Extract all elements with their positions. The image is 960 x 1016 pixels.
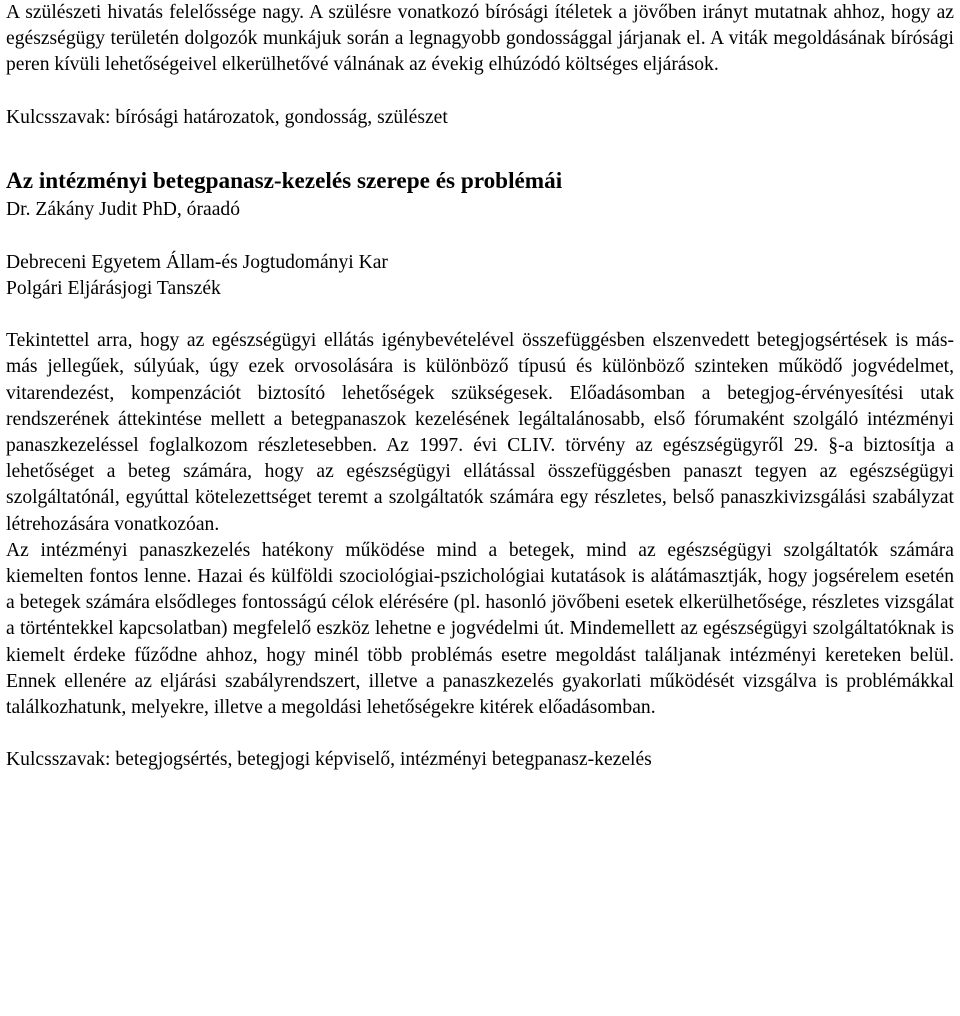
previous-keywords: Kulcsszavak: bírósági határozatok, gondosság, szülészet — [6, 106, 448, 128]
spacer — [6, 302, 954, 328]
previous-abstract-text: A szülészeti hivatás felelőssége nagy. A szülésre vonatkozó bírósági ítéletek a jövőben irányt mutatnak ahhoz, hogy az egészségügy területén dolgozók munkájuk során a legnagyobb gondossággal járjanak el. A viták megoldásának bírósági peren kívüli lehetőségeivel elkerülhetővé válnának az évekig elhúzódó költséges eljárások. — [6, 2, 954, 76]
article-keywords: Kulcsszavak: betegjogsértés, betegjogi képviselő, intézményi betegpanasz-kezelés — [6, 749, 652, 771]
abstract-paragraph-1: Tekintettel arra, hogy az egészségügyi ellátás igénybevételével összefüggésben elszenvedett betegjogsértések is más-más jellegűek, súlyúak, úgy ezek orvosolására is különböző típusú és különböző szinteken működő jogvédelmet, vitarendezést, kompenzációt biztosító lehetőségek szükségesek. Előadásomban a betegjog-érvényesítési utak rendszerének áttekintése mellett a betegpanaszok kezelésének legáltalánosabb, első fórumaként szolgáló intézményi panaszkezeléssel foglalkozom részletesebben. Az 1997. évi CLIV. törvény az egészségügyről 29. §-a biztosítja a lehetőséget a beteg számára, hogy az egészségügyi ellátással összefüggésben panaszt tegyen az egészségügyi szolgáltatónál, egyúttal kötelezettséget teremt a szolgáltatók számára egy részletes, belső panaszkivizsgálási szabályzat létrehozására vonatkozóan. — [6, 330, 954, 535]
spacer — [6, 721, 954, 747]
document-page — [6, 0, 954, 774]
article-author: Dr. Zákány Judit PhD, óraadó — [6, 199, 240, 221]
spacer — [6, 79, 954, 105]
author-institution: Debreceni Egyetem Állam-és Jogtudományi Kar — [6, 251, 388, 273]
spacer — [6, 131, 954, 157]
article-title: Az intézményi betegpanasz-kezelés szerepe és problémái — [6, 168, 563, 195]
spacer — [6, 223, 954, 249]
abstract-paragraph-2: Az intézményi panaszkezelés hatékony működése mind a betegek, mind az egészségügyi szolgáltatók számára kiemelten fontos lenne. Hazai és külföldi szociológiai-pszichológiai kutatások is alátámasztják, hogy jogsérelem esetén a betegek számára elsődleges fontosságú célok elérésére (pl. hasonló jövőbeni esetek elkerülhetősége, részletes vizsgálat a történtekkel kapcsolatban) megfelelő eszköz lehetne e jogvédelmi út. Mindemellett az egészségügyi szolgáltatóknak is kiemelt érdeke fűződne ahhoz, hogy minél több problémás esetre megoldást találjanak intézményi kereteken belül. Ennek ellenére az eljárási szabályrendszert, illetve a panaszkezelés gyakorlati működését vizsgálva is problémákkal találkozhatunk, melyekre, illetve a megoldási lehetőségekre kitérek előadásomban. — [6, 539, 954, 719]
author-department: Polgári Eljárásjogi Tanszék — [6, 277, 221, 299]
